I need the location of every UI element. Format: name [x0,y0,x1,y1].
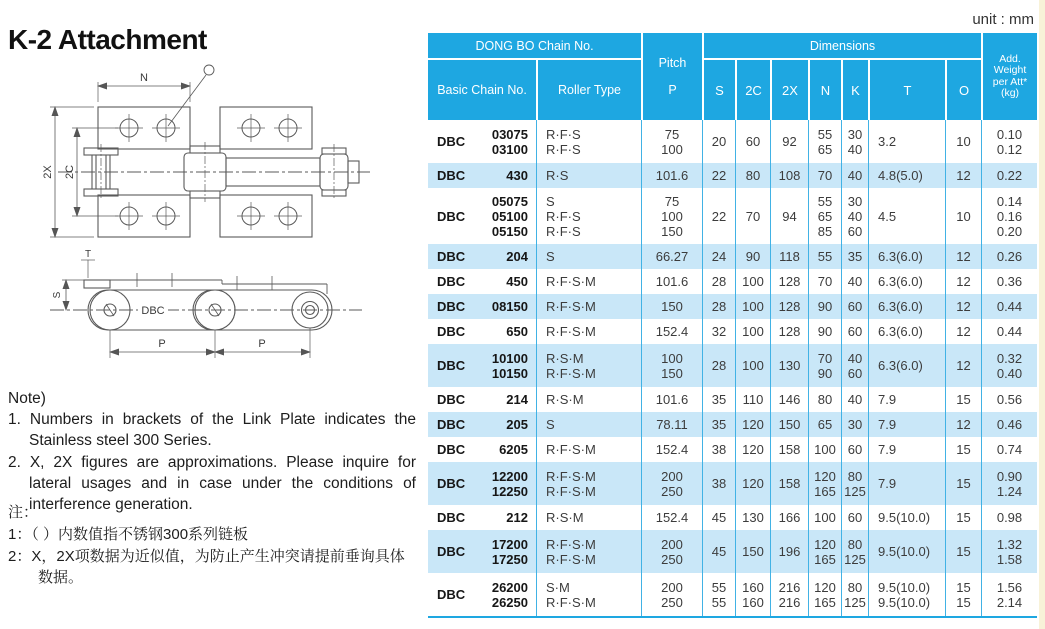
table-row: DBC 26200 26250 S·M R·F·S·M 200 250 55 55 160 160 216 216 120 165 80 125 9.5(10.0) 9.5(10.0) 15 15 1.56 2.14 [428,573,1037,616]
header-col-t: T [868,60,945,120]
note-en-1: 1. Numbers in brackets of the Link Plate indicates the Stainless steel 300 Series. [8,411,416,450]
header-basic-chain-no: Basic Chain No. [437,83,527,97]
unit-label: unit : mm [972,11,1034,28]
dim-label-n: N [140,72,148,84]
chain-prefix: DBC [437,442,466,457]
header-col-k: K [841,60,868,120]
page-edge-strip [1039,0,1045,629]
chain-prefix: DBC [437,134,466,149]
notes-english [8,388,416,515]
chain-prefix: DBC [437,168,466,183]
header-pitch [641,33,702,120]
header-dimensions: Dimensions [702,33,981,60]
header-col-n: N [808,60,841,120]
chain-no-cell: DBC 450 [437,274,528,289]
table-row: DBC 204 S 66.27 24 90 118 55 35 6.3(6.0) 12 0.26 [428,244,1037,269]
header-roller-type: Roller Type [536,60,641,120]
top-view-drawing [22,52,407,247]
header-col-s: S [702,60,735,120]
table-row: DBC 05075 05100 05150 S R·F·S R·F·S 75 100 150 22 70 94 55 65 85 30 40 60 4.5 10 0.14 0.16 0.20 [428,188,1037,244]
header-pitch-word: Pitch [658,56,687,70]
chain-prefix: DBC [437,587,466,602]
chain-no-cell: DBC 214 [437,392,528,407]
header-col-2c: 2C [735,60,770,120]
page-title: K-2 Attachment [8,24,207,55]
chain-no-cell: DBC 10100 10150 [437,350,528,381]
dim-label-2c: 2C [64,164,76,180]
chain-no-cell: DBC 17200 17250 [437,536,528,567]
table-row: DBC 17200 17250 R·F·S·M R·F·S·M 200 250 45 150 196 120 165 80 125 9.5(10.0) 15 1.32 1.58 [428,530,1037,573]
chain-prefix: DBC [437,249,466,264]
chain-no-cell: DBC 03075 03100 [437,126,528,157]
dim-label-s: S [52,291,63,299]
table-row: DBC 205 S 78.11 35 120 150 65 30 7.9 12 0.46 [428,412,1037,437]
chain-no-cell: DBC 08150 [437,299,528,314]
dim-label-t: T [84,249,92,260]
chain-no-cell: DBC 205 [437,417,528,432]
table-row: DBC 450 R·F·S·M 101.6 28 100 128 70 40 6.3(6.0) 12 0.36 [428,269,1037,294]
chain-prefix: DBC [437,358,466,373]
table-row: DBC 03075 03100 R·F·S R·F·S 75 100 20 60 92 55 65 30 40 3.2 10 0.10 0.12 [428,120,1037,163]
chain-no-cell: DBC 212 [437,510,528,525]
note-en-2: 2. X, 2X figures are approximations. Please inquire for lateral usages and in case under the conditions of interference generation. [8,453,416,514]
table-row: DBC 430 R·S 101.6 22 80 108 70 40 4.8(5.0) 12 0.22 [428,163,1037,188]
chain-no-cell: DBC 430 [437,168,528,183]
header-col-2x: 2X [770,60,808,120]
chain-prefix: DBC [437,208,466,224]
note-zh-2: 2：X，2X项数据为近似值，为防止产生冲突请提前垂询具体数据。 [8,547,405,587]
notes-chinese [8,502,410,589]
header-col-o: O [945,60,981,120]
dim-label-2x: 2X [42,165,54,179]
chain-prefix: DBC [437,392,466,407]
chain-no-cell: DBC 05075 05100 05150 [437,193,528,239]
header-dongbo-chain-no: DONG BO Chain No. [428,33,641,60]
spec-table [428,33,1037,618]
chain-no-cell: DBC 204 [437,249,528,264]
chain-label-dbc: DBC [141,305,165,317]
dim-label-p1: P [158,338,166,350]
chain-prefix: DBC [437,510,466,525]
note-zh-1: 1：（ ）内数值指不锈钢300系列链板 [8,525,249,543]
side-view-drawing [22,246,407,378]
chain-no-cell: DBC 6205 [437,442,528,457]
notes-zh-heading: 注： [8,504,39,521]
table-row: DBC 10100 10150 R·S·M R·F·S·M 100 150 28 100 130 70 90 40 60 6.3(6.0) 12 0.32 0.40 [428,344,1037,387]
table-row: DBC 12200 12250 R·F·S·M R·F·S·M 200 250 38 120 158 120 165 80 125 7.9 15 0.90 1.24 [428,462,1037,505]
header-pitch-symbol: P [668,83,677,97]
chain-prefix: DBC [437,324,466,339]
chain-no-cell: DBC 650 [437,324,528,339]
chain-prefix: DBC [437,417,466,432]
hole-diameter-symbol [204,65,214,75]
chain-no-cell: DBC 26200 26250 [437,579,528,610]
table-row: DBC 08150 R·F·S·M 150 28 100 128 90 60 6.3(6.0) 12 0.44 [428,294,1037,319]
table-row: DBC 212 R·S·M 152.4 45 130 166 100 60 9.5(10.0) 15 0.98 [428,505,1037,530]
notes-en-heading: Note) [8,390,46,407]
table-header [428,33,1037,120]
header-add-weight: Add. Weight per Att* (kg) [981,33,1037,120]
chain-prefix: DBC [437,299,466,314]
chain-prefix: DBC [437,274,466,289]
dim-label-p2: P [258,338,266,350]
table-body [428,120,1037,616]
table-row: DBC 6205 R·F·S·M 152.4 38 120 158 100 60 7.9 15 0.74 [428,437,1037,462]
chain-prefix: DBC [437,476,466,491]
chain-prefix: DBC [437,544,466,559]
table-row: DBC 214 R·S·M 101.6 35 110 146 80 40 7.9 15 0.56 [428,387,1037,412]
table-row: DBC 650 R·F·S·M 152.4 32 100 128 90 60 6.3(6.0) 12 0.44 [428,319,1037,344]
chain-no-cell: DBC 12200 12250 [437,468,528,499]
